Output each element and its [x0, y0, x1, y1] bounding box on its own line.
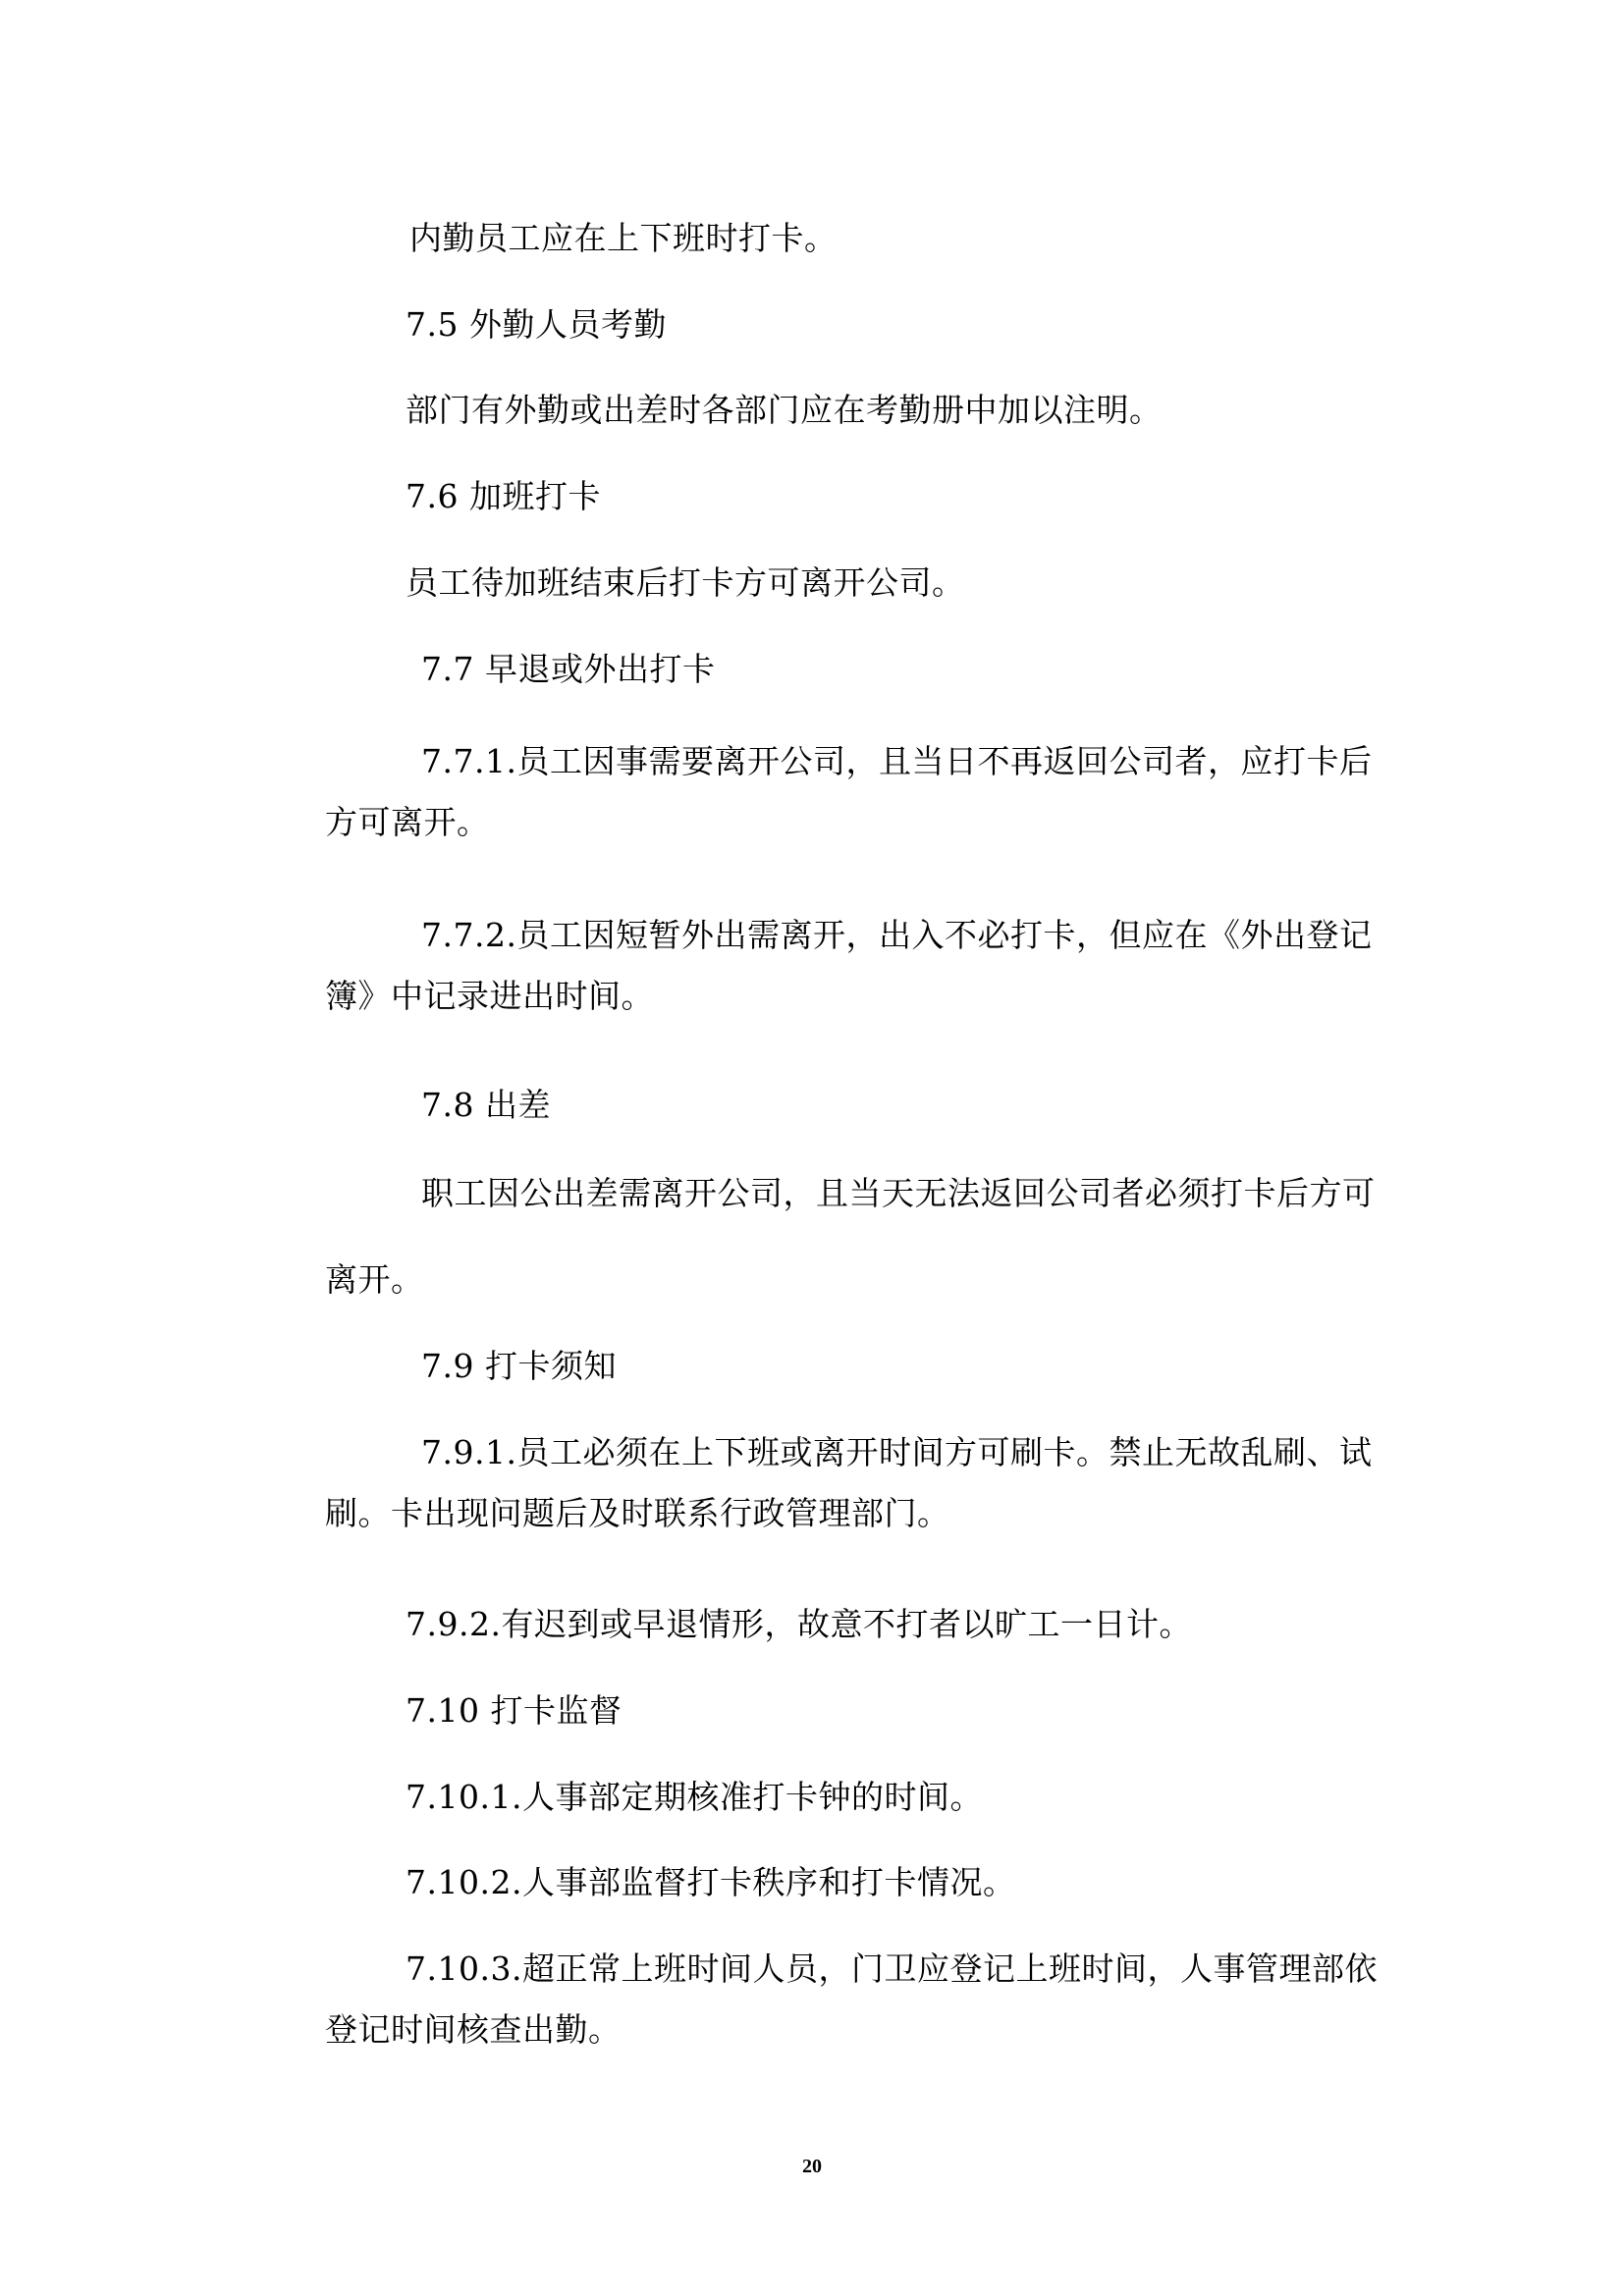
section-heading: 7.8 出差 [421, 1086, 551, 1124]
paragraph-line: 7.9.2.有迟到或早退情形，故意不打者以旷工一日计。 [406, 1605, 1192, 1643]
paragraph-line: 职工因公出差需离开公司，且当天无法返回公司者必须打卡后方可 [421, 1174, 1376, 1212]
paragraph-line: 员工待加班结束后打卡方可离开公司。 [406, 563, 965, 602]
paragraph-line: 7.10.3.超正常上班时间人员，门卫应登记上班时间，人事管理部依 [406, 1949, 1378, 1988]
paragraph-line: 簿》中记录进出时间。 [325, 977, 654, 1015]
section-heading: 7.5 外勤人员考勤 [406, 305, 667, 344]
paragraph-line: 7.10.1.人事部定期核准打卡钟的时间。 [406, 1778, 983, 1816]
paragraph-line: 7.7.2.员工因短暂外出需离开，出入不必打卡，但应在《外出登记 [421, 916, 1373, 954]
paragraph-line: 刷。卡出现问题后及时联系行政管理部门。 [325, 1494, 950, 1532]
paragraph-line: 7.9.1.员工必须在上下班或离开时间方可刷卡。禁止无故乱刷、试 [421, 1433, 1373, 1471]
page-number: 20 [802, 2156, 822, 2177]
paragraph-line: 离开。 [325, 1260, 424, 1299]
paragraph-line: 7.10.2.人事部监督打卡秩序和打卡情况。 [406, 1863, 1016, 1901]
section-heading: 7.6 加班打卡 [406, 477, 601, 515]
section-heading: 7.9 打卡须知 [421, 1347, 617, 1385]
paragraph-line: 登记时间核查出勤。 [325, 2010, 622, 2049]
section-heading: 7.10 打卡监督 [406, 1691, 623, 1730]
paragraph-line: 方可离开。 [325, 803, 490, 841]
paragraph-line: 7.7.1.员工因事需要离开公司，且当日不再返回公司者，应打卡后 [421, 742, 1373, 780]
paragraph-line: 内勤员工应在上下班时打卡。 [409, 219, 838, 257]
section-heading: 7.7 早退或外出打卡 [421, 650, 716, 688]
paragraph-line: 部门有外勤或出差时各部门应在考勤册中加以注明。 [406, 391, 1163, 429]
